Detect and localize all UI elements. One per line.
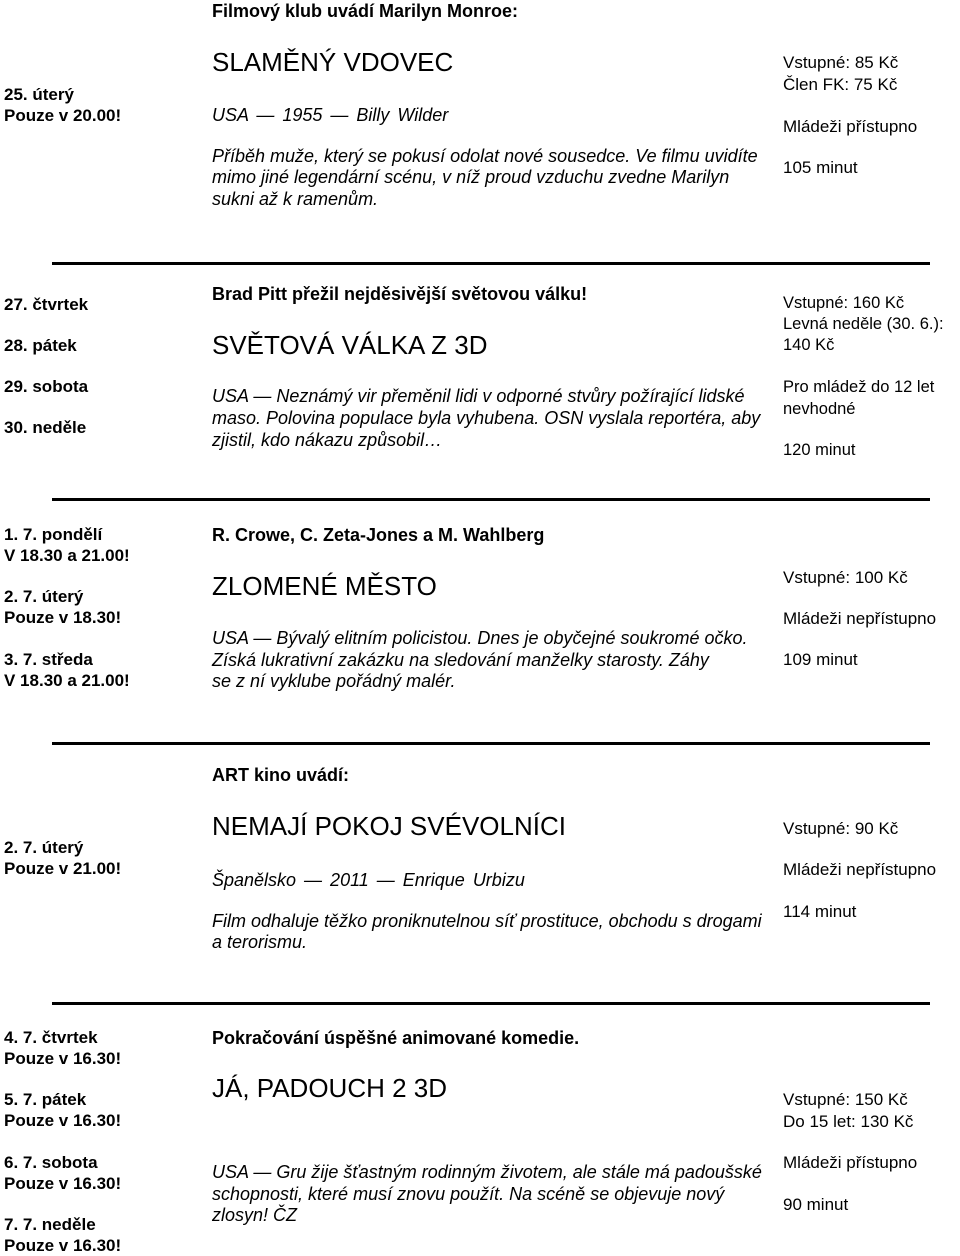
film-5-desc-line-1: USA — Gru žije šťastným rodinným životem, ale stále má padoušské <box>212 1162 762 1182</box>
film-1-day: 25. úterý <box>4 85 74 104</box>
film-4-desc-line-1: Film odhaluje těžko proniknutelnou síť prostituce, obchodu s drogami <box>212 911 762 931</box>
film-5-time-4: Pouze v 16.30! <box>4 1236 122 1255</box>
film-3-price: Vstupné: 100 Kč <box>783 568 908 587</box>
film-2-length: 120 minut <box>783 441 856 459</box>
program-intro: Filmový klub uvádí Marilyn Monroe: <box>212 1 519 21</box>
film-2-access-2: nevhodné <box>783 400 856 418</box>
film-2-sunday-price: 140 Kč <box>783 336 835 354</box>
film-5-date-4: 7. 7. neděle <box>4 1215 96 1234</box>
film-2-day-3: 29. sobota <box>4 377 89 396</box>
film-1-desc-line-3: sukni až k ramenům. <box>212 189 379 209</box>
film-4-title: NEMAJÍ POKOJ SVÉVOLNÍCI <box>212 811 566 841</box>
film-2-title: SVĚTOVÁ VÁLKA Z 3D <box>212 330 488 360</box>
film-2-desc-line-2: maso. Polovina populace byla vyhubena. OSN vyslala reportéra, aby <box>212 408 761 428</box>
film-5-date-3: 6. 7. sobota <box>4 1153 98 1172</box>
film-2-day-1: 27. čtvrtek <box>4 295 89 314</box>
film-1-desc-line-2: mimo jiné legendární scénu, v níž proud vzduchu zvedne Marilyn <box>212 167 730 187</box>
film-2-desc-line-3: zjistil, kdo nákazu způsobil… <box>212 430 443 450</box>
film-5-desc-line-3: zlosyn! ČZ <box>212 1205 298 1225</box>
film-4-day: 2. 7. úterý <box>4 838 84 857</box>
film-5-tagline: Pokračování úspěšné animované komedie. <box>212 1028 580 1048</box>
film-2-price: Vstupné: 160 Kč <box>783 294 905 312</box>
film-5-time-1: Pouze v 16.30! <box>4 1049 122 1068</box>
film-3-desc-line-2: Získá lukrativní zakázku na sledování manželky starosty. Záhy <box>212 650 709 670</box>
film-2-tagline: Brad Pitt přežil nejděsivější světovou válku! <box>212 284 588 304</box>
film-3-desc-line-1: USA — Bývalý elitním policistou. Dnes je obyčejné soukromé očko. <box>212 628 748 648</box>
film-5-date-2: 5. 7. pátek <box>4 1090 87 1109</box>
film-3-time-3: V 18.30 a 21.00! <box>4 671 130 690</box>
divider <box>52 1002 930 1005</box>
film-1-title: SLAMĚNÝ VDOVEC <box>212 47 454 77</box>
film-2-day-4: 30. neděle <box>4 418 87 437</box>
film-5-access: Mládeži přístupno <box>783 1153 918 1172</box>
film-3-length: 109 minut <box>783 650 858 669</box>
film-3-date-3: 3. 7. středa <box>4 650 93 669</box>
film-2-desc-line-1: USA — Neznámý vir přeměnil lidi v odporné stvůry požírající lidské <box>212 386 745 406</box>
film-3-desc-line-3: se z ní vyklube pořádný malér. <box>212 671 456 691</box>
film-3-time-1: V 18.30 a 21.00! <box>4 546 130 565</box>
film-4-access: Mládeži nepřístupno <box>783 860 937 879</box>
film-2-day-2: 28. pátek <box>4 336 77 355</box>
film-3-tagline: R. Crowe, C. Zeta-Jones a M. Wahlberg <box>212 525 545 545</box>
film-3-title: ZLOMENÉ MĚSTO <box>212 571 437 601</box>
film-5-desc-line-2: schopnosti, které musí znovu použít. Na scéně se objevuje nový <box>212 1184 725 1204</box>
film-3-date-1: 1. 7. pondělí <box>4 525 103 544</box>
film-1-access: Mládeži přístupno <box>783 117 918 136</box>
divider <box>52 742 930 745</box>
film-1-length: 105 minut <box>783 158 858 177</box>
film-2-access-1: Pro mládež do 12 let <box>783 378 935 396</box>
film-3-access: Mládeži nepřístupno <box>783 609 937 628</box>
art-intro: ART kino uvádí: <box>212 765 350 785</box>
film-1-price: Vstupné: 85 Kč <box>783 53 899 72</box>
film-4-desc-line-2: a terorismu. <box>212 932 308 952</box>
film-5-date-1: 4. 7. čtvrtek <box>4 1028 98 1047</box>
film-5-child-price: Do 15 let: 130 Kč <box>783 1112 914 1131</box>
film-4-meta: Španělsko — 2011 — Enrique Urbizu <box>212 870 525 890</box>
film-5-title: JÁ, PADOUCH 2 3D <box>212 1073 448 1103</box>
film-1-member-price: Člen FK: 75 Kč <box>783 75 898 94</box>
film-5-time-2: Pouze v 16.30! <box>4 1111 122 1130</box>
film-4-time: Pouze v 21.00! <box>4 859 122 878</box>
film-5-time-3: Pouze v 16.30! <box>4 1174 122 1193</box>
divider <box>52 262 930 265</box>
film-2-sunday-label: Levná neděle (30. 6.): <box>783 315 944 333</box>
film-1-meta: USA — 1955 — Billy Wilder <box>212 105 449 125</box>
film-5-price: Vstupné: 150 Kč <box>783 1090 908 1109</box>
film-4-length: 114 minut <box>783 902 857 921</box>
film-1-time: Pouze v 20.00! <box>4 106 122 125</box>
film-3-time-2: Pouze v 18.30! <box>4 608 122 627</box>
film-1-desc-line-1: Příběh muže, který se pokusí odolat nové sousedce. Ve filmu uvidíte <box>212 146 758 166</box>
film-3-date-2: 2. 7. úterý <box>4 587 84 606</box>
divider <box>52 498 930 501</box>
film-5-length: 90 minut <box>783 1195 849 1214</box>
film-4-price: Vstupné: 90 Kč <box>783 819 899 838</box>
